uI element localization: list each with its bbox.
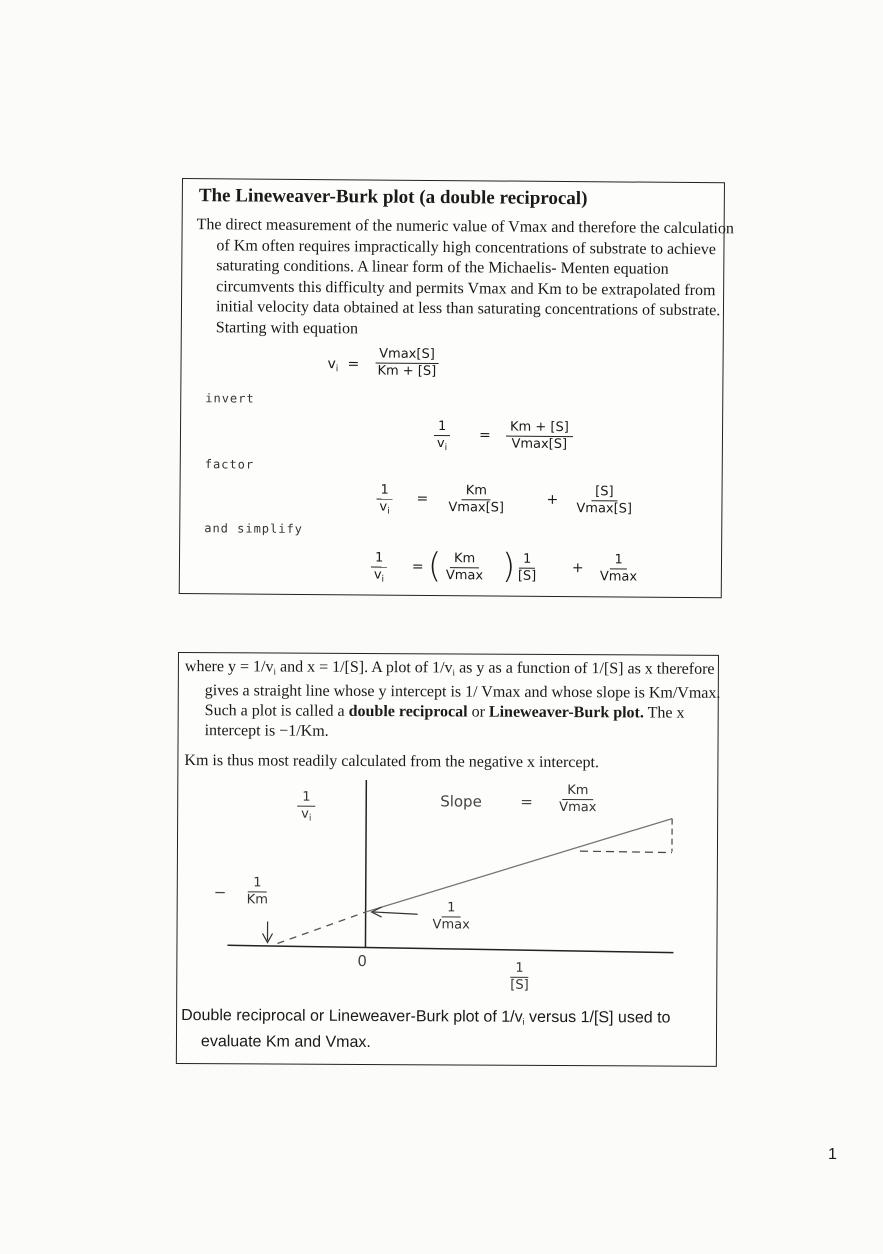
slide-lineweaver-burk-derivation [179,178,734,598]
eq1-numerator: Vmax[S] [375,347,439,364]
eq4-left-paren: ( [427,545,442,587]
y-axis [365,780,366,948]
x-axis [227,945,673,952]
eq4-intercept-term: 1 Vmax [599,552,638,585]
km-intercept-note: Km is thus most readily calculated from the negative x intercept. [184,752,600,772]
explanation-paragraph: where $y = 1/v_i$ and x = 1/[S]. A plot of $1/v_i$ as y as a function of 1/[S] as x therefore gives a straight line whose y intercept is 1/ Vmax and whose slope is Km/Vmax. Such a plot is called a double reciprocal or Lineweaver-Burk plot. The x intercept is −1/Km. [184,658,721,740]
eq3-plus: + [546,491,559,508]
eq3-term1: Km Vmax[S] [448,483,505,516]
x-intercept-label: $\frac{1}{Km}$ [246,875,268,908]
eq1-equals: = [347,356,360,373]
y-intercept-label: 1 Vmax [432,900,470,933]
y-intercept-arrow [374,912,418,914]
slide-lineweaver-burk-graph [176,652,719,1067]
eq3-equals: = [416,490,429,507]
step-simplify: and simplify [204,521,304,536]
eq4-right-paren: ) [501,546,516,587]
figure-caption: Double reciprocal or Lineweaver-Burk plot of $1/v_i$ versus 1/[S] used to evaluate Km and Vmax. [181,1007,671,1052]
x-axis-label: $\frac{1}{[S]}$ [510,960,529,993]
eq4-coefficient: Km Vmax [445,551,484,584]
eq4-lhs: $\frac{1}{v_i}$ [370,550,389,587]
eq2-lhs: $\frac{1}{v_i}$ [433,419,452,456]
eq1-denominator: Km + [S] [377,363,437,380]
slope-fraction: Km Vmax [559,783,597,816]
step-invert: invert [205,391,255,406]
eq4-equals: = [411,558,424,575]
eq2-equals: = [478,427,491,444]
page-number: 1 [828,1146,837,1163]
slope-equals: = [520,792,533,811]
origin-label: 0 [357,951,367,970]
y-axis-label: $\frac{1}{v_i}$ [296,790,316,827]
extrapolated-line [277,912,365,944]
eq2-rhs: Km + [S] Vmax[S] [506,420,573,454]
slope-run [580,851,672,852]
x-intercept-sign: − [213,883,227,902]
eq1-fraction [373,347,440,381]
regression-line [366,817,672,914]
eq3-term2: [S] Vmax[S] [576,484,633,517]
step-factor: factor [204,457,255,472]
slope-word: Slope [440,792,482,811]
slide-title: The Lineweaver-Burk plot (a double reciprocal) [198,185,588,210]
eq1-lhs: $v_i$ [327,356,339,375]
eq3-lhs: $\frac{1}{v_i}$ [375,483,394,520]
eq4-plus: + [571,560,584,577]
intro-paragraph: The direct measurement of the numeric value of Vmax and therefore the calculation of Km often requires impractically high concentrations of substrate to achieve saturating conditions. A linear form of the Michaelis- Menten equation circumvents this difficulty and permits Vmax and Km to be extrapolated from initial velocity data obtained at less than saturating concentrations of substrate. Starting with equation [196,216,734,337]
eq4-x-term: $\frac{1}{[S]}$ [517,551,537,584]
